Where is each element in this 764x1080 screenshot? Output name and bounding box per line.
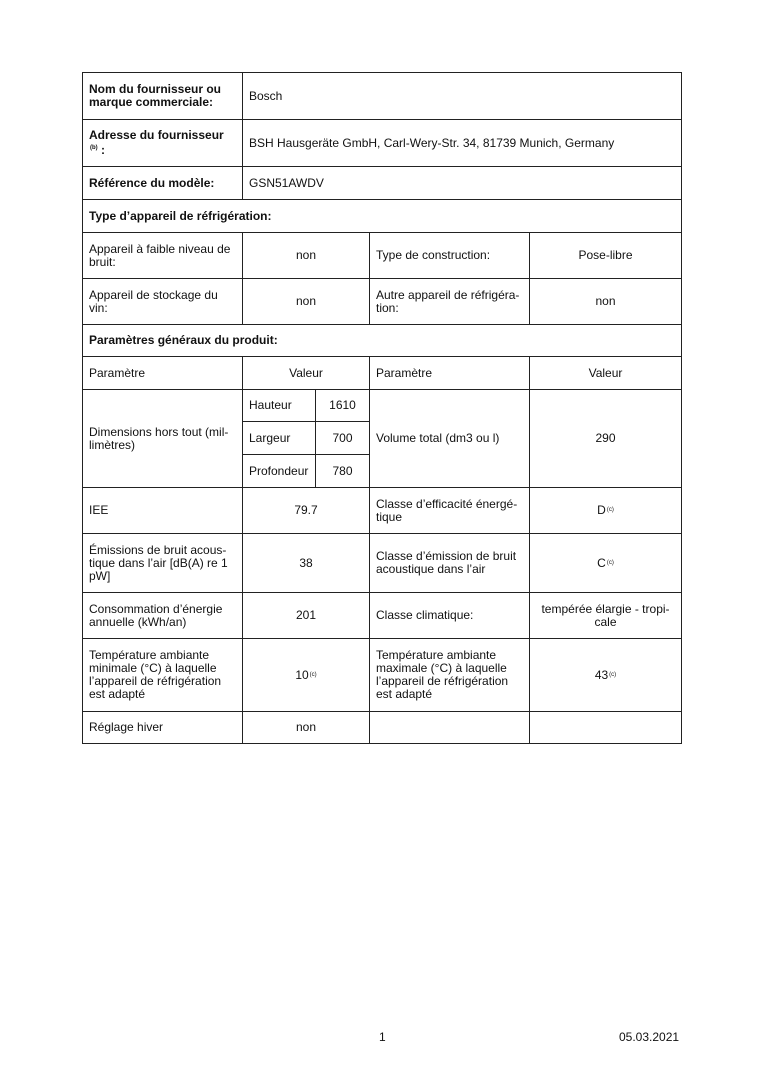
- column-header-parameter-2: Paramètre: [369, 356, 530, 390]
- supplier-name-value: Bosch: [242, 72, 682, 120]
- width-label: Largeur: [242, 421, 316, 455]
- winter-setting-label: Réglage hiver: [82, 711, 243, 744]
- total-volume-value: 290: [529, 389, 682, 488]
- supplier-address-label: [82, 119, 243, 167]
- min-temperature-label: Température ambiante minimale (°C) à laquelle l’appareil de réfrigération est adapté: [82, 638, 243, 712]
- energy-class-footnote: (c): [606, 507, 614, 513]
- page-number: 1: [379, 1030, 386, 1044]
- energy-consumption-label: Consommation d’énergie annuelle (kWh/an): [82, 592, 243, 639]
- noise-class-label: Classe d’émission de bruit acoustique dans l’air: [369, 533, 530, 593]
- iee-value: 79.7: [242, 487, 370, 534]
- appliance-type-heading: Type d’appareil de réfrigération:: [82, 199, 682, 233]
- energy-class-label: Classe d’efficacité énergé-tique: [369, 487, 530, 534]
- other-appliance-value: non: [529, 278, 682, 325]
- column-header-parameter: Paramètre: [82, 356, 243, 390]
- other-appliance-label: Autre appareil de réfrigéra-tion:: [369, 278, 530, 325]
- model-reference-label: Référence du modèle:: [82, 166, 243, 200]
- address-label-text: Adresse du fournisseur: [89, 128, 224, 142]
- depth-label: Profondeur: [242, 454, 316, 488]
- climate-class-label: Classe climatique:: [369, 592, 530, 639]
- column-header-value: Valeur: [242, 356, 370, 390]
- depth-value: 780: [315, 454, 370, 488]
- climate-class-value: tempérée élargie - tropi-cale: [529, 592, 682, 639]
- empty-cell: [529, 711, 682, 744]
- low-noise-value: non: [242, 232, 370, 279]
- total-volume-label: Volume total (dm3 ou l): [369, 389, 530, 488]
- document-date: 05.03.2021: [619, 1030, 680, 1044]
- supplier-address-value: BSH Hausgeräte GmbH, Carl-Wery-Str. 34, 81739 Munich, Germany: [242, 119, 682, 167]
- noise-class-footnote: (c): [606, 559, 614, 566]
- winter-setting-value: non: [242, 711, 370, 744]
- max-temperature-label: Température ambiante maximale (°C) à laquelle l’appareil de réfrigération est adapté: [369, 638, 530, 712]
- energy-class-value: [529, 487, 682, 534]
- empty-cell: [369, 711, 530, 744]
- min-temperature-value: [242, 638, 370, 712]
- construction-type-value: Pose-libre: [529, 232, 682, 279]
- min-temperature-footnote: (c): [309, 671, 317, 678]
- iee-label: IEE: [82, 487, 243, 534]
- address-footnote: (b): [90, 145, 98, 151]
- general-params-heading: Paramètres généraux du produit:: [82, 324, 682, 357]
- model-reference-value: GSN51AWDV: [242, 166, 682, 200]
- energy-class-letter: D: [597, 503, 606, 517]
- max-temperature-number: 43: [594, 667, 609, 682]
- wine-storage-label: Appareil de stockage du vin:: [82, 278, 243, 325]
- low-noise-label: Appareil à faible niveau de bruit:: [82, 232, 243, 279]
- noise-emission-value: 38: [242, 533, 370, 593]
- width-value: 700: [315, 421, 370, 455]
- height-label: Hauteur: [242, 389, 316, 422]
- supplier-name-label: Nom du fournisseur ou marque commerciale:: [82, 72, 243, 120]
- height-value: 1610: [315, 389, 370, 422]
- address-colon: :: [101, 143, 106, 157]
- wine-storage-value: non: [242, 278, 370, 325]
- energy-consumption-value: 201: [242, 592, 370, 639]
- noise-class-value: [529, 533, 682, 593]
- min-temperature-number: 10: [295, 667, 309, 682]
- dimensions-label: Dimensions hors tout (mil-limètres): [82, 389, 243, 488]
- max-temperature-footnote: (c): [609, 671, 617, 678]
- column-header-value-2: Valeur: [529, 356, 682, 390]
- max-temperature-value: [529, 638, 682, 712]
- noise-emission-label: Émissions de bruit acous-tique dans l’air [dB(A) re 1 pW]: [82, 533, 243, 593]
- construction-type-label: Type de construction:: [369, 232, 530, 279]
- noise-class-letter: C: [597, 555, 606, 570]
